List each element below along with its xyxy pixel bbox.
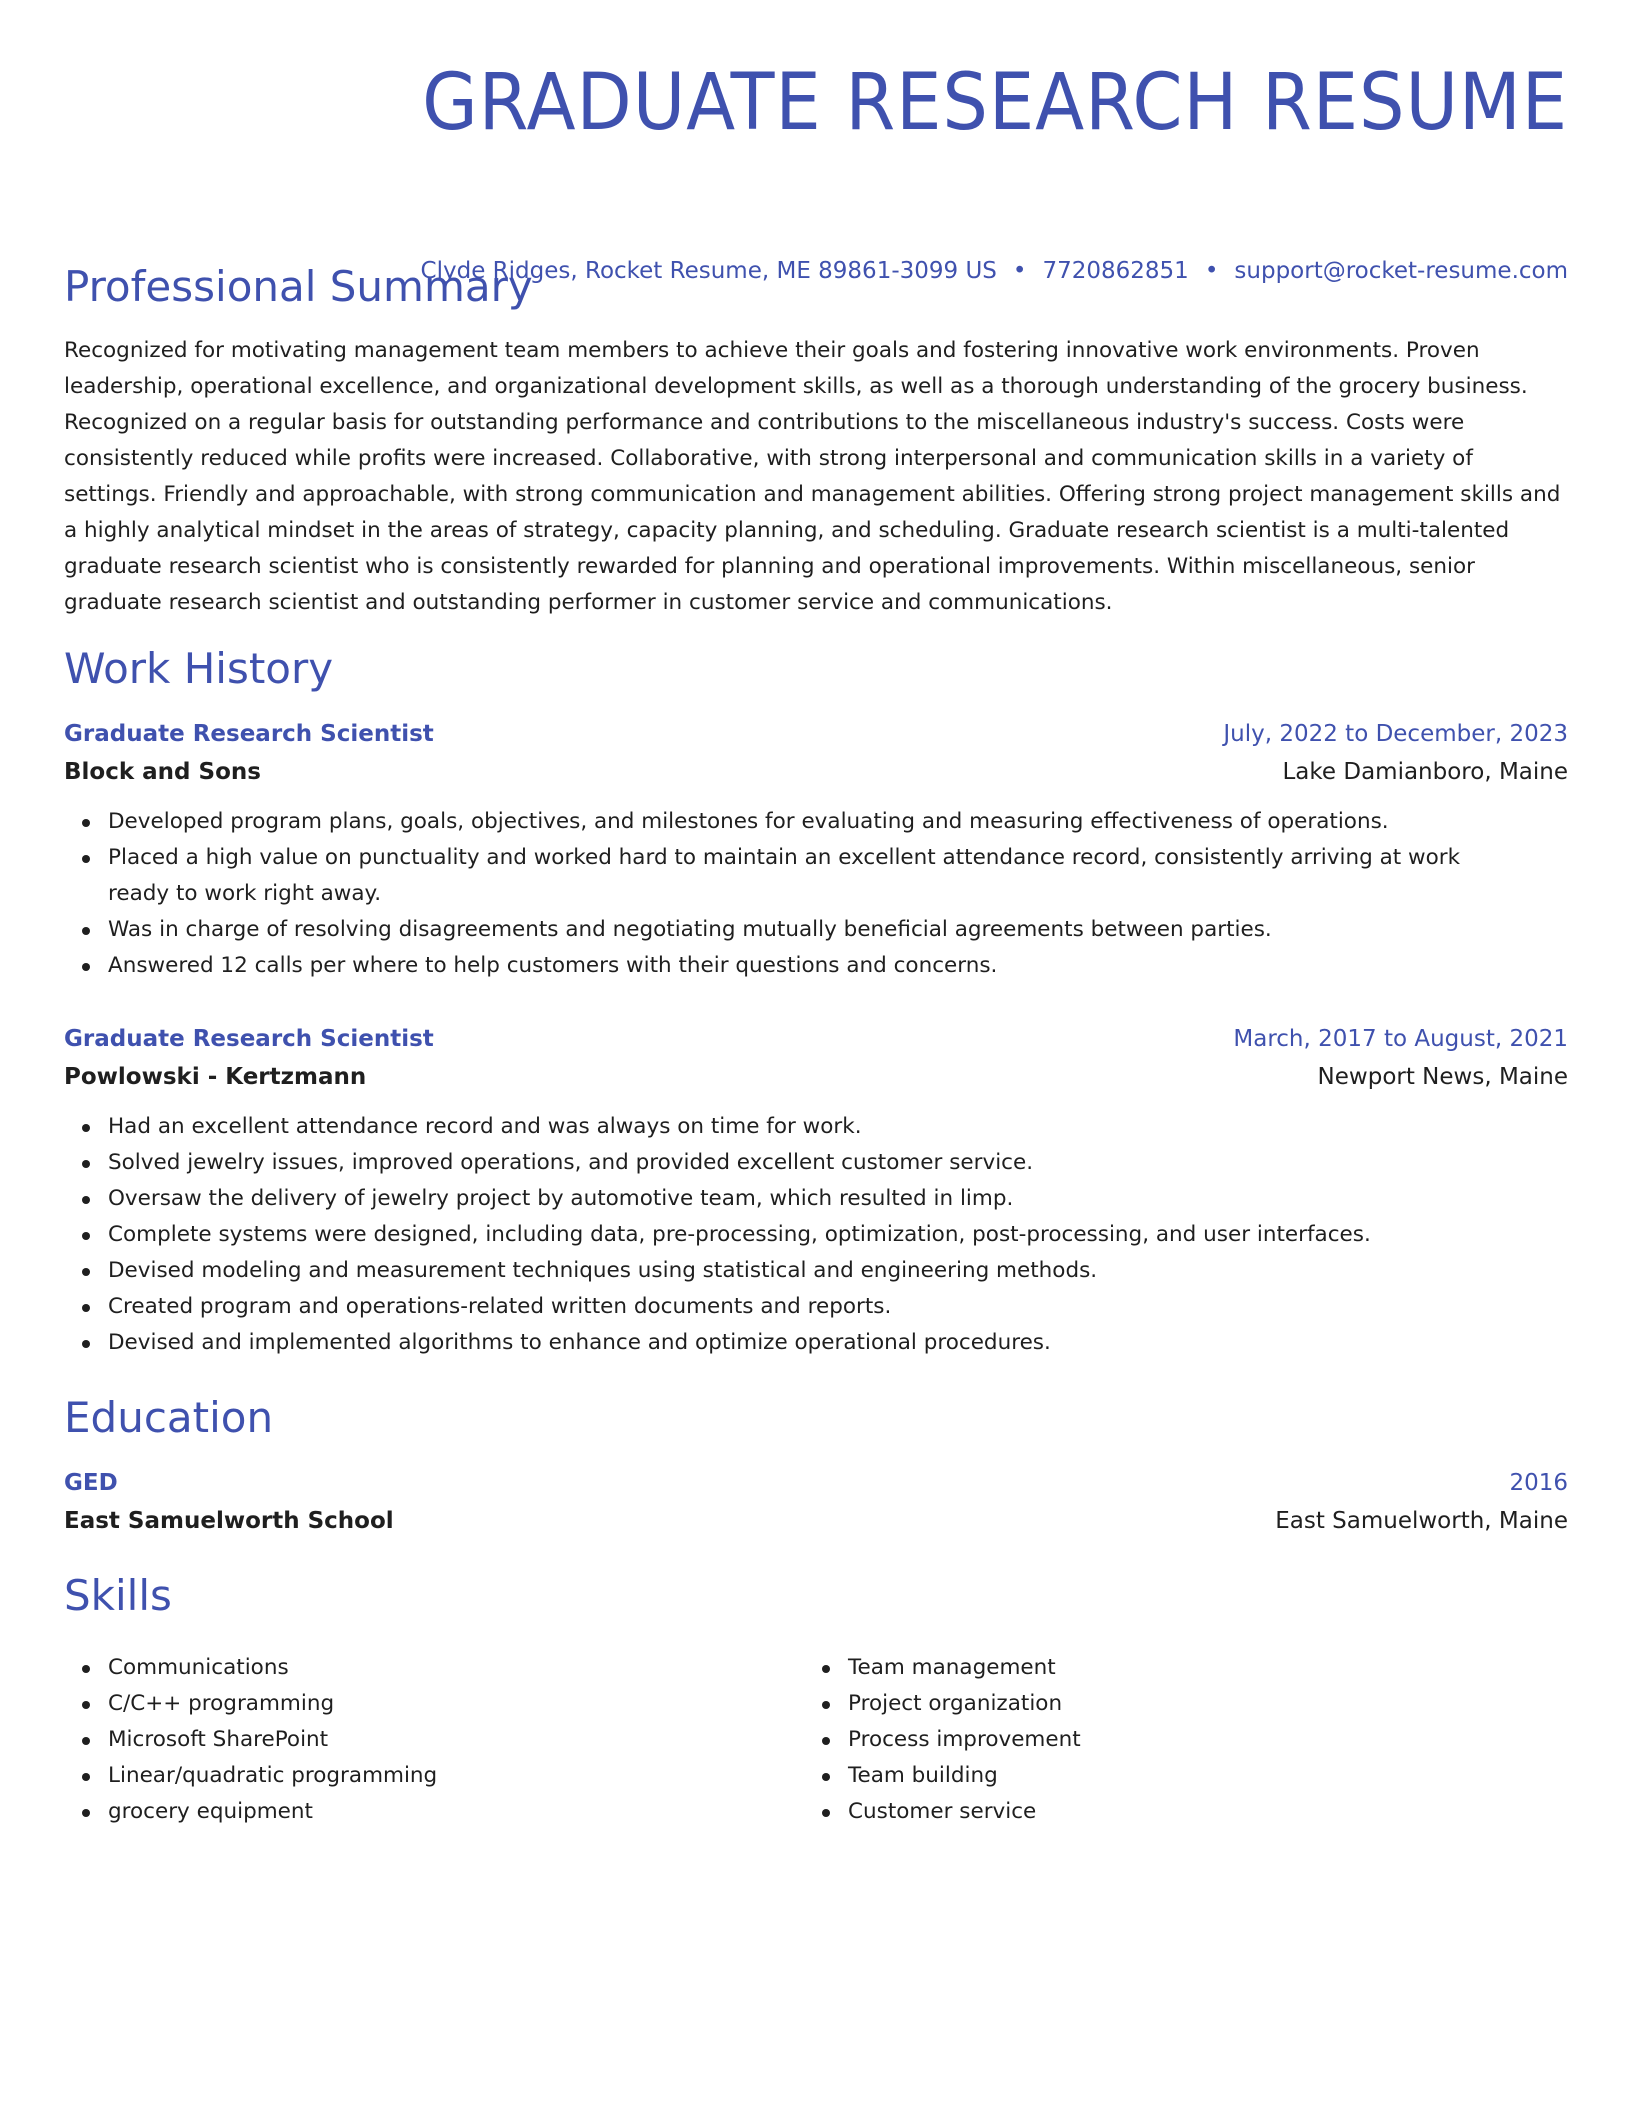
job-dates: July, 2022 to December, 2023 — [1223, 721, 1568, 747]
job-bullet: Placed a high value on punctuality and worked hard to maintain an excellent attendance record, consistently arriving at work ready to work right away. — [108, 840, 1568, 912]
education-school-row — [64, 1501, 1568, 1541]
contact-address: Clyde Ridges, Rocket Resume, ME 89861-3099 US — [420, 258, 997, 284]
education-header-row — [64, 1465, 1568, 1501]
summary-text: Recognized for motivating management team members to achieve their goals and fostering innovative work environments. Proven leadership, operational excellence, and organizational development skills, as well as a thorough understanding of the grocery business. Recognized on a regular basis for outstanding performance and contributions to the miscellaneous industry's success. Costs were consistently reduced while profits were increased. Collaborative, with strong interpersonal and communication skills in a variety of settings. Friendly and approachable, with strong communication and management abilities. Offering strong project management skills and a highly analytical mindset in the areas of strategy, capacity planning, and scheduling. Graduate research scientist is a multi-talented graduate research scientist who is consistently rewarded for planning and operational improvements. Within miscellaneous, senior graduate research scientist and outstanding performer in customer service and communications. — [64, 338, 1561, 615]
skill-item: Linear/quadratic programming — [108, 1758, 804, 1794]
skill-item: Project organization — [848, 1686, 1544, 1722]
skill-item: grocery equipment — [108, 1794, 804, 1830]
job-bullet: Developed program plans, goals, objectives, and milestones for evaluating and measuring effectiveness of operations. — [108, 804, 1568, 840]
skills-list — [64, 1650, 1568, 1830]
education-degree: GED — [64, 1470, 118, 1496]
job-company: Block and Sons — [64, 759, 261, 785]
job-entry — [64, 1021, 1568, 1361]
job-company: Powlowski - Kertzmann — [64, 1064, 367, 1090]
job-company-row — [64, 752, 1568, 792]
job-bullet: Oversaw the delivery of jewelry project by automotive team, which resulted in limp. — [108, 1181, 1568, 1217]
job-dates: March, 2017 to August, 2021 — [1233, 1026, 1568, 1052]
education-entry — [64, 1465, 1568, 1541]
resume-title: GRADUATE RESEARCH RESUME — [422, 58, 1568, 148]
job-bullet: Had an excellent attendance record and was always on time for work. — [108, 1109, 1568, 1145]
job-header-row — [64, 1021, 1568, 1057]
job-location: Newport News, Maine — [1317, 1064, 1568, 1090]
job-bullet: Solved jewelry issues, improved operations, and provided excellent customer service. — [108, 1145, 1568, 1181]
contact-phone: 7720862851 — [1042, 258, 1189, 284]
education-heading: Education — [64, 1393, 274, 1442]
skill-item: Customer service — [848, 1794, 1544, 1830]
contact-line — [421, 256, 1568, 286]
skill-item: Team building — [848, 1758, 1544, 1794]
job-bullet: Devised and implemented algorithms to enhance and optimize operational procedures. — [108, 1325, 1568, 1361]
job-bullet: Complete systems were designed, including data, pre-processing, optimization, post-processing, and user interfaces. — [108, 1217, 1568, 1253]
skill-item: Process improvement — [848, 1722, 1544, 1758]
job-bullets — [64, 804, 1568, 984]
job-company-row — [64, 1057, 1568, 1097]
job-bullets — [64, 1109, 1568, 1361]
job-location: Lake Damianboro, Maine — [1282, 759, 1568, 785]
education-location: East Samuelworth, Maine — [1275, 1508, 1568, 1534]
skills-heading: Skills — [64, 1571, 172, 1620]
skill-item: Microsoft SharePoint — [108, 1722, 804, 1758]
job-title: Graduate Research Scientist — [64, 1026, 434, 1052]
contact-email: support@rocket-resume.com — [1234, 258, 1568, 284]
education-school: East Samuelworth School — [64, 1508, 394, 1534]
work-history-heading: Work History — [64, 644, 334, 693]
skills-column-left — [64, 1650, 804, 1830]
skill-item: Communications — [108, 1650, 804, 1686]
contact-separator: • — [1012, 258, 1027, 284]
skills-column-right — [804, 1650, 1544, 1830]
job-bullet: Was in charge of resolving disagreements and negotiating mutually beneficial agreements between parties. — [108, 912, 1568, 948]
contact-separator: • — [1204, 258, 1219, 284]
job-bullet: Answered 12 calls per where to help customers with their questions and concerns. — [108, 948, 1568, 984]
job-bullet: Created program and operations-related written documents and reports. — [108, 1289, 1568, 1325]
skill-item: Team management — [848, 1650, 1544, 1686]
job-title: Graduate Research Scientist — [64, 721, 434, 747]
summary-heading: Professional Summary — [64, 262, 533, 311]
job-entry — [64, 716, 1568, 984]
job-bullet: Devised modeling and measurement techniques using statistical and engineering methods. — [108, 1253, 1568, 1289]
education-year: 2016 — [1509, 1470, 1568, 1496]
job-header-row — [64, 716, 1568, 752]
skill-item: C/C++ programming — [108, 1686, 804, 1722]
